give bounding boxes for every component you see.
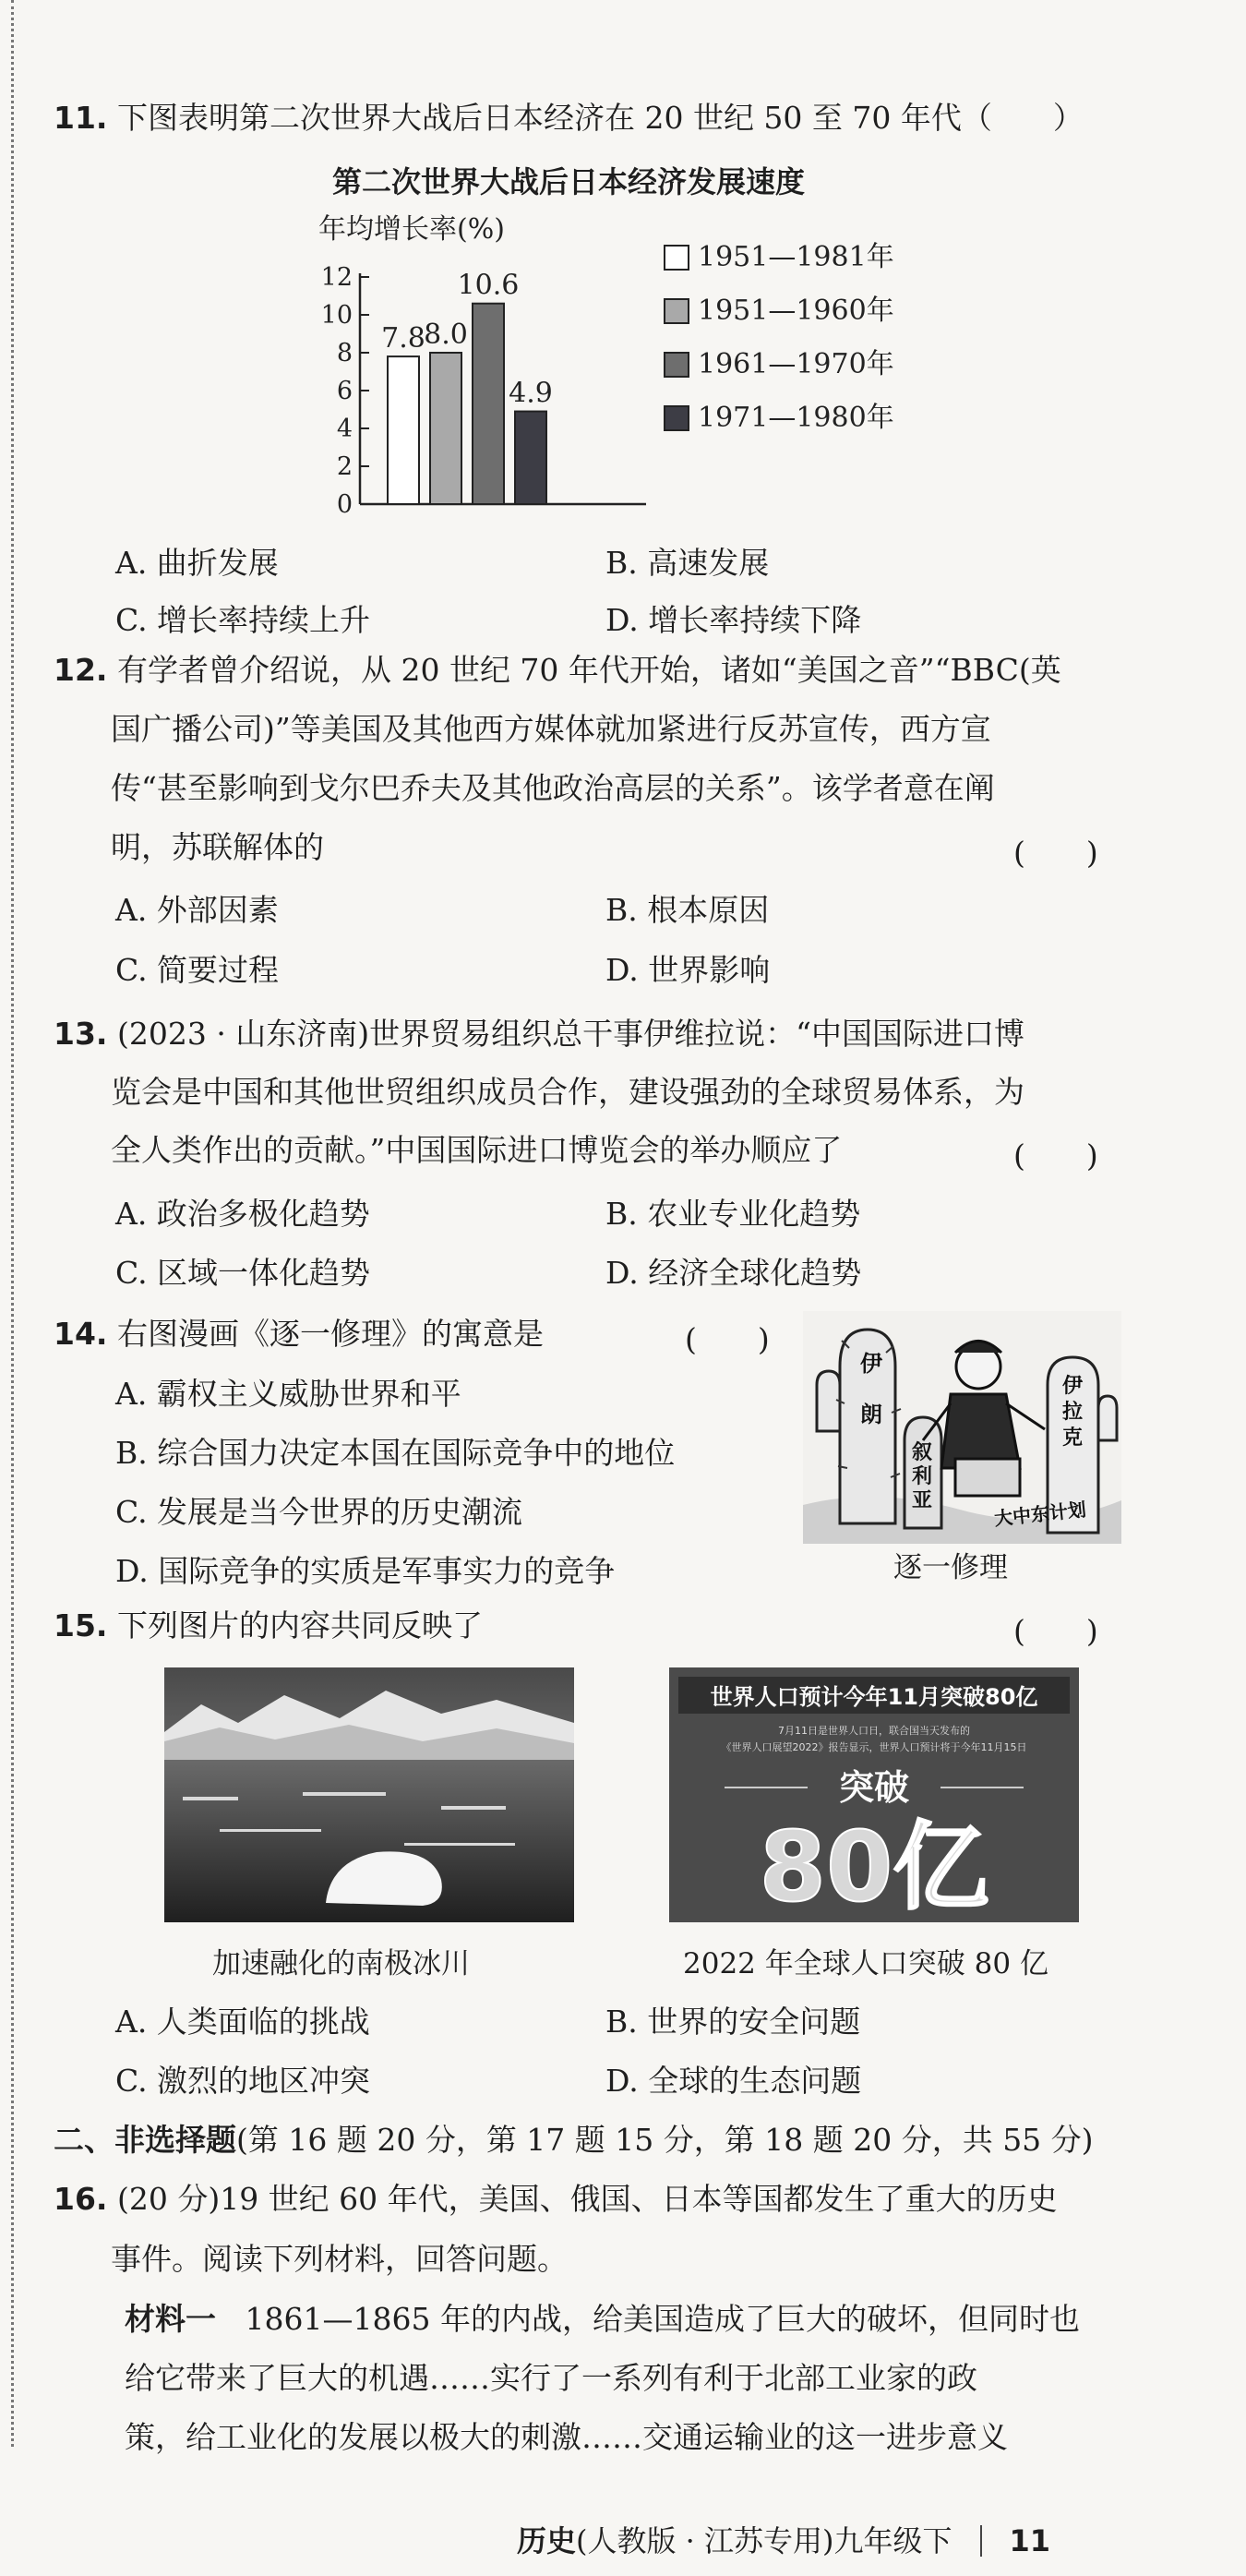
q13-option-c[interactable]: C. 区域一体化趋势	[115, 1255, 371, 1291]
question-stem-line: 明，苏联解体的	[111, 829, 324, 865]
material-text: 1861—1865 年的内战，给美国造成了巨大的破坏，但同时也	[245, 2301, 1080, 2337]
bar-value-label: 4.9	[509, 377, 553, 410]
legend-swatch	[665, 353, 689, 377]
y-tick-label: 8	[336, 339, 353, 367]
chart-bars	[381, 270, 553, 504]
poster-title: 世界人口预计今年11月突破80亿	[710, 1684, 1038, 1710]
question-stem: 右图漫画《逐一修理》的寓意是	[116, 1316, 544, 1352]
bar-value-label: 8.0	[424, 319, 468, 351]
q11-option-a[interactable]: A. 曲折发展	[115, 545, 279, 581]
legend-swatch	[665, 406, 689, 430]
cartoon-label: 亚	[912, 1489, 933, 1512]
q15-option-a[interactable]: A. 人类面临的挑战	[115, 2004, 370, 2040]
q13-option-d[interactable]: D. 经济全球化趋势	[605, 1255, 862, 1291]
legend-swatch	[665, 246, 689, 270]
q15-option-c[interactable]: C. 激烈的地区冲突	[115, 2063, 371, 2099]
cartoon-label: 朗	[860, 1402, 882, 1427]
q13-option-a[interactable]: A. 政治多极化趋势	[115, 1196, 370, 1232]
q14-option-b[interactable]: B. 综合国力决定本国在国际竞争中的地位	[115, 1435, 676, 1471]
material-label: 材料一	[125, 2301, 216, 2337]
answer-blank[interactable]: ( )	[1013, 1613, 1098, 1649]
population-poster	[669, 1667, 1079, 1922]
question-number: 14.	[54, 1316, 108, 1352]
footer-subject: 历史	[517, 2523, 577, 2558]
footer-divider	[980, 2525, 982, 2557]
chart-legend	[665, 241, 894, 434]
answer-blank[interactable]: ( )	[1013, 1138, 1098, 1174]
bar-4	[515, 412, 546, 504]
bar-3	[473, 304, 504, 504]
cartoon-label: 利	[912, 1465, 933, 1488]
poster-big-number: 80亿	[759, 1811, 989, 1922]
cartoon-label: 克	[1062, 1426, 1084, 1450]
poster-small-text: 《世界人口展望2022》报告显示，世界人口预计将于今年11月15日	[721, 1741, 1027, 1753]
question-stem: 下图表明第二次世界大战后日本经济在 20 世纪 50 至 70 年代（ ）	[116, 100, 1084, 136]
question-stem-line: 览会是中国和其他世贸组织成员合作，建设强劲的全球贸易体系，为	[111, 1074, 1024, 1110]
cartoon-image	[803, 1311, 1121, 1544]
question-stem-line: 全人类作出的贡献。”中国国际进口博览会的举办顺应了	[111, 1132, 843, 1168]
legend-entry: 1951—1981年	[698, 241, 894, 273]
cartoon-label: 大中东计划	[993, 1498, 1087, 1530]
question-16	[54, 2181, 1058, 2218]
q12-option-d[interactable]: D. 世界影响	[605, 952, 771, 988]
question-number: 11.	[54, 100, 108, 136]
y-axis-label: 年均增长率(%)	[318, 213, 505, 246]
y-tick-label: 6	[336, 377, 353, 405]
poster-small-text: 7月11日是世界人口日，联合国当天发布的	[778, 1725, 970, 1737]
material-line: 策，给工业化的发展以极大的刺激……交通运输业的这一进步意义	[125, 2419, 1008, 2455]
cartoon-label: 伊	[860, 1351, 882, 1377]
q11-option-c[interactable]: C. 增长率持续上升	[115, 602, 371, 638]
q12-option-a[interactable]: A. 外部因素	[115, 892, 279, 928]
page-footer	[517, 2518, 1050, 2560]
q11-option-b[interactable]: B. 高速发展	[605, 545, 770, 581]
section-title: 二、非选择题	[54, 2122, 236, 2158]
bar-2	[430, 353, 461, 504]
q15-option-b[interactable]: B. 世界的安全问题	[605, 2004, 861, 2040]
legend-swatch	[665, 299, 689, 323]
answer-blank[interactable]: ( )	[685, 1321, 770, 1357]
question-stem: 下列图片的内容共同反映了	[116, 1607, 483, 1643]
glacier-photo	[164, 1667, 574, 1922]
q12-option-b[interactable]: B. 根本原因	[605, 892, 770, 928]
y-tick-label: 4	[336, 415, 353, 443]
glacier-caption: 加速融化的南极冰川	[212, 1947, 470, 1980]
y-tick-label: 2	[336, 452, 353, 481]
question-11	[54, 100, 1084, 137]
question-stem-line: (2023 · 山东济南)世界贸易组织总干事伊维拉说：“中国国际进口博	[116, 1016, 1025, 1052]
legend-entry: 1951—1960年	[698, 295, 894, 327]
binding-margin-dotted-line	[11, 0, 14, 2447]
q11-option-d[interactable]: D. 增长率持续下降	[605, 602, 862, 638]
cartoon-caption: 逐一修理	[893, 1551, 1008, 1584]
q15-option-d[interactable]: D. 全球的生态问题	[605, 2063, 862, 2099]
q14-option-d[interactable]: D. 国际竞争的实质是军事实力的竞争	[115, 1553, 616, 1589]
bar-value-label: 10.6	[457, 269, 520, 302]
answer-blank[interactable]: ( )	[1013, 835, 1098, 871]
question-stem-line: 事件。阅读下列材料，回答问题。	[111, 2241, 568, 2277]
question-15	[54, 1607, 483, 1644]
question-13	[54, 1016, 1024, 1053]
question-number: 13.	[54, 1016, 108, 1052]
question-number: 15.	[54, 1607, 108, 1643]
question-stem-line: 国广播公司)”等美国及其他西方媒体就加紧进行反苏宣传，西方宣	[111, 711, 991, 747]
question-12	[54, 652, 1061, 689]
cartoon-label: 伊	[1062, 1375, 1084, 1398]
y-tick-label: 10	[320, 301, 353, 330]
y-tick-label: 0	[336, 490, 353, 519]
legend-entry: 1971—1980年	[698, 402, 894, 434]
question-number: 16.	[54, 2181, 108, 2217]
question-stem-line: 有学者曾介绍说，从 20 世纪 70 年代开始，诸如“美国之音”“BBC(英	[116, 652, 1061, 688]
poster-break-text: 突破	[838, 1767, 910, 1808]
material-line	[125, 2301, 1080, 2338]
question-number: 12.	[54, 652, 108, 688]
q14-option-c[interactable]: C. 发展是当今世界的历史潮流	[115, 1494, 523, 1530]
q13-option-b[interactable]: B. 农业专业化趋势	[605, 1196, 861, 1232]
question-stem-line: (20 分)19 世纪 60 年代，美国、俄国、日本等国都发生了重大的历史	[116, 2181, 1058, 2217]
bar-1	[388, 356, 419, 504]
page-number: 11	[1009, 2523, 1051, 2558]
cartoon-label: 拉	[1062, 1401, 1084, 1424]
cartoon-label: 叙	[912, 1441, 933, 1464]
legend-entry: 1961—1970年	[698, 348, 894, 380]
y-tick-label: 12	[320, 263, 353, 292]
question-stem-line: 传“甚至影响到戈尔巴乔夫及其他政治高层的关系”。该学者意在阐	[111, 770, 995, 806]
section-heading	[54, 2122, 1094, 2159]
q12-option-c[interactable]: C. 简要过程	[115, 952, 280, 988]
material-line: 给它带来了巨大的机遇……实行了一系列有利于北部工业家的政	[125, 2360, 977, 2396]
population-caption: 2022 年全球人口突破 80 亿	[683, 1947, 1048, 1980]
chart-title: 第二次世界大战后日本经济发展速度	[332, 164, 806, 199]
footer-edition: (人教版 · 江苏专用)九年级下	[576, 2523, 952, 2558]
bar-value-label: 7.8	[381, 322, 425, 355]
q14-option-a[interactable]: A. 霸权主义威胁世界和平	[115, 1376, 461, 1412]
growth-bar-chart	[305, 211, 951, 524]
question-14	[54, 1316, 544, 1353]
section-detail: (第 16 题 20 分，第 17 题 15 分，第 18 题 20 分，共 55 分)	[236, 2122, 1094, 2158]
